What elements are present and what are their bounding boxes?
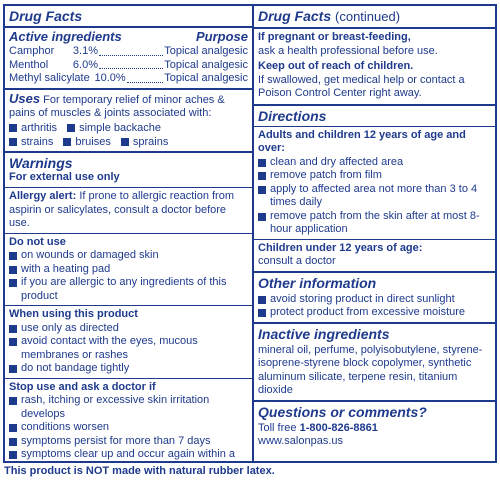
toll-free-label: Toll free: [258, 421, 297, 434]
ingredient-percent: 6.0%: [72, 58, 98, 71]
bullet-square-icon: [9, 451, 17, 459]
bullet-square-icon: [258, 172, 266, 180]
other-information-section: [254, 271, 495, 322]
pregnant-heading: If pregnant or breast-feeding,: [258, 31, 411, 43]
bullet-square-icon: [9, 325, 17, 333]
directions-heading: Directions: [258, 107, 327, 124]
bullet-square-icon: [67, 124, 75, 132]
list-item: bruises: [63, 135, 110, 149]
inactive-ingredients-text: mineral oil, perfume, polyisobutylene, styrene-isoprene-styrene block copolymer, synthetic aluminum silicate, terpene resin, titanium dioxide: [258, 343, 483, 396]
other-information-heading: Other information: [258, 274, 377, 291]
leader-dots: [127, 72, 164, 83]
list-item: simple backache: [67, 121, 161, 135]
bullet-square-icon: [258, 296, 266, 304]
bullet-square-icon: [9, 338, 17, 346]
bullet-square-icon: [121, 138, 129, 146]
ingredient-row: [5, 59, 252, 73]
do-not-use-heading: Do not use: [9, 235, 66, 248]
bullet-square-icon: [9, 124, 17, 132]
ingredient-name: Camphor: [9, 45, 55, 57]
when-using-heading: When using this product: [9, 308, 138, 320]
right-column: [254, 6, 495, 461]
list-item: avoid storing product in direct sunlight: [254, 293, 495, 307]
ingredient-name: Menthol: [9, 58, 49, 71]
purpose-heading: Purpose: [195, 29, 248, 44]
bullet-square-icon: [9, 424, 17, 432]
adults-heading: Adults and children 12 years of age and over:: [258, 128, 466, 154]
active-ingredients-heading: Active ingredients: [9, 29, 122, 44]
children-heading: Children under 12 years of age:: [258, 241, 423, 254]
uses-heading: Uses: [9, 90, 41, 106]
list-item: apply to affected area not more than 3 to 4 times daily: [254, 183, 495, 210]
warnings-section: [5, 151, 252, 462]
ingredient-percent: 3.1%: [72, 45, 98, 57]
allergy-alert-label: Allergy alert:: [9, 190, 77, 202]
list-item: symptoms persist for more than 7 days: [5, 435, 252, 449]
leader-dots: [99, 59, 163, 70]
drug-facts-title: Drug Facts: [9, 8, 83, 24]
inactive-ingredients-section: [254, 322, 495, 400]
bullet-square-icon: [258, 159, 266, 167]
list-item: on wounds or damaged skin: [5, 249, 252, 263]
toll-free-number: 1-800-826-8861: [299, 421, 378, 434]
bullet-square-icon: [9, 279, 17, 287]
list-item: symptoms clear up and occur again within a: [5, 448, 252, 461]
pregnant-text: ask a health professional before use.: [258, 44, 438, 57]
list-item: arthritis: [9, 121, 57, 135]
active-ingredients-section: [5, 26, 252, 88]
website-link[interactable]: www.salonpas.us: [258, 435, 343, 447]
children-text: consult a doctor: [258, 255, 336, 267]
bullet-square-icon: [63, 138, 71, 146]
ingredient-name: Methyl salicylate: [9, 72, 90, 84]
bullet-square-icon: [9, 252, 17, 260]
ingredient-row: [5, 72, 252, 86]
ingredient-purpose: Topical analgesic: [164, 58, 248, 71]
list-item: sprains: [121, 135, 168, 149]
directions-section: [254, 104, 495, 271]
drug-facts-panel: [3, 4, 497, 463]
latex-notice: This product is NOT made with natural rubber latex.: [4, 465, 275, 477]
list-item: if you are allergic to any ingredients of this product: [5, 276, 252, 303]
questions-section: [254, 400, 495, 449]
ingredient-percent: 10.0%: [94, 72, 126, 84]
bullet-square-icon: [9, 266, 17, 274]
keep-out-text: If swallowed, get medical help or contact a Poison Control Center right away.: [258, 73, 465, 99]
ingredient-row: [5, 45, 252, 59]
list-item: clean and dry affected area: [254, 156, 495, 170]
list-item: remove patch from the skin after at most 8-hour application: [254, 210, 495, 237]
bullet-square-icon: [9, 397, 17, 405]
list-item: protect product from excessive moisture: [254, 306, 495, 320]
inactive-ingredients-heading: Inactive ingredients: [258, 325, 390, 342]
bullet-square-icon: [258, 186, 266, 194]
list-item: remove patch from film: [254, 169, 495, 183]
leader-dots: [99, 45, 163, 56]
ingredient-purpose: Topical analgesic: [164, 72, 248, 84]
bullet-square-icon: [9, 438, 17, 446]
questions-heading: Questions or comments?: [258, 403, 427, 420]
list-item: rash, itching or excessive skin irritation develops: [5, 394, 252, 421]
drug-facts-continued-title: Drug Facts (continued): [258, 8, 401, 24]
list-item: conditions worsen: [5, 421, 252, 435]
keep-out-heading: Keep out of reach of children.: [258, 60, 414, 72]
list-item: with a heating pad: [5, 263, 252, 277]
list-item: do not bandage tightly: [5, 362, 252, 376]
warnings-heading: Warnings: [9, 154, 73, 171]
uses-section: [5, 88, 252, 151]
bullet-square-icon: [9, 365, 17, 373]
stop-use-heading: Stop use and ask a doctor if: [9, 380, 156, 393]
pregnancy-section: [254, 27, 495, 104]
list-item: strains: [9, 135, 53, 149]
bullet-square-icon: [9, 138, 17, 146]
uses-text: For temporary relief of minor aches & pains of muscles & joints associated with:: [9, 93, 225, 119]
list-item: use only as directed: [5, 322, 252, 336]
allergy-alert-text: If prone to allergic reaction from aspirin or salicylates, consult a doctor before use.: [9, 190, 234, 229]
left-column: [5, 6, 254, 461]
bullet-square-icon: [258, 309, 266, 317]
external-use-text: For external use only: [9, 170, 120, 183]
ingredient-purpose: Topical analgesic: [164, 45, 248, 57]
list-item: avoid contact with the eyes, mucous membranes or rashes: [5, 335, 252, 362]
bullet-square-icon: [258, 213, 266, 221]
